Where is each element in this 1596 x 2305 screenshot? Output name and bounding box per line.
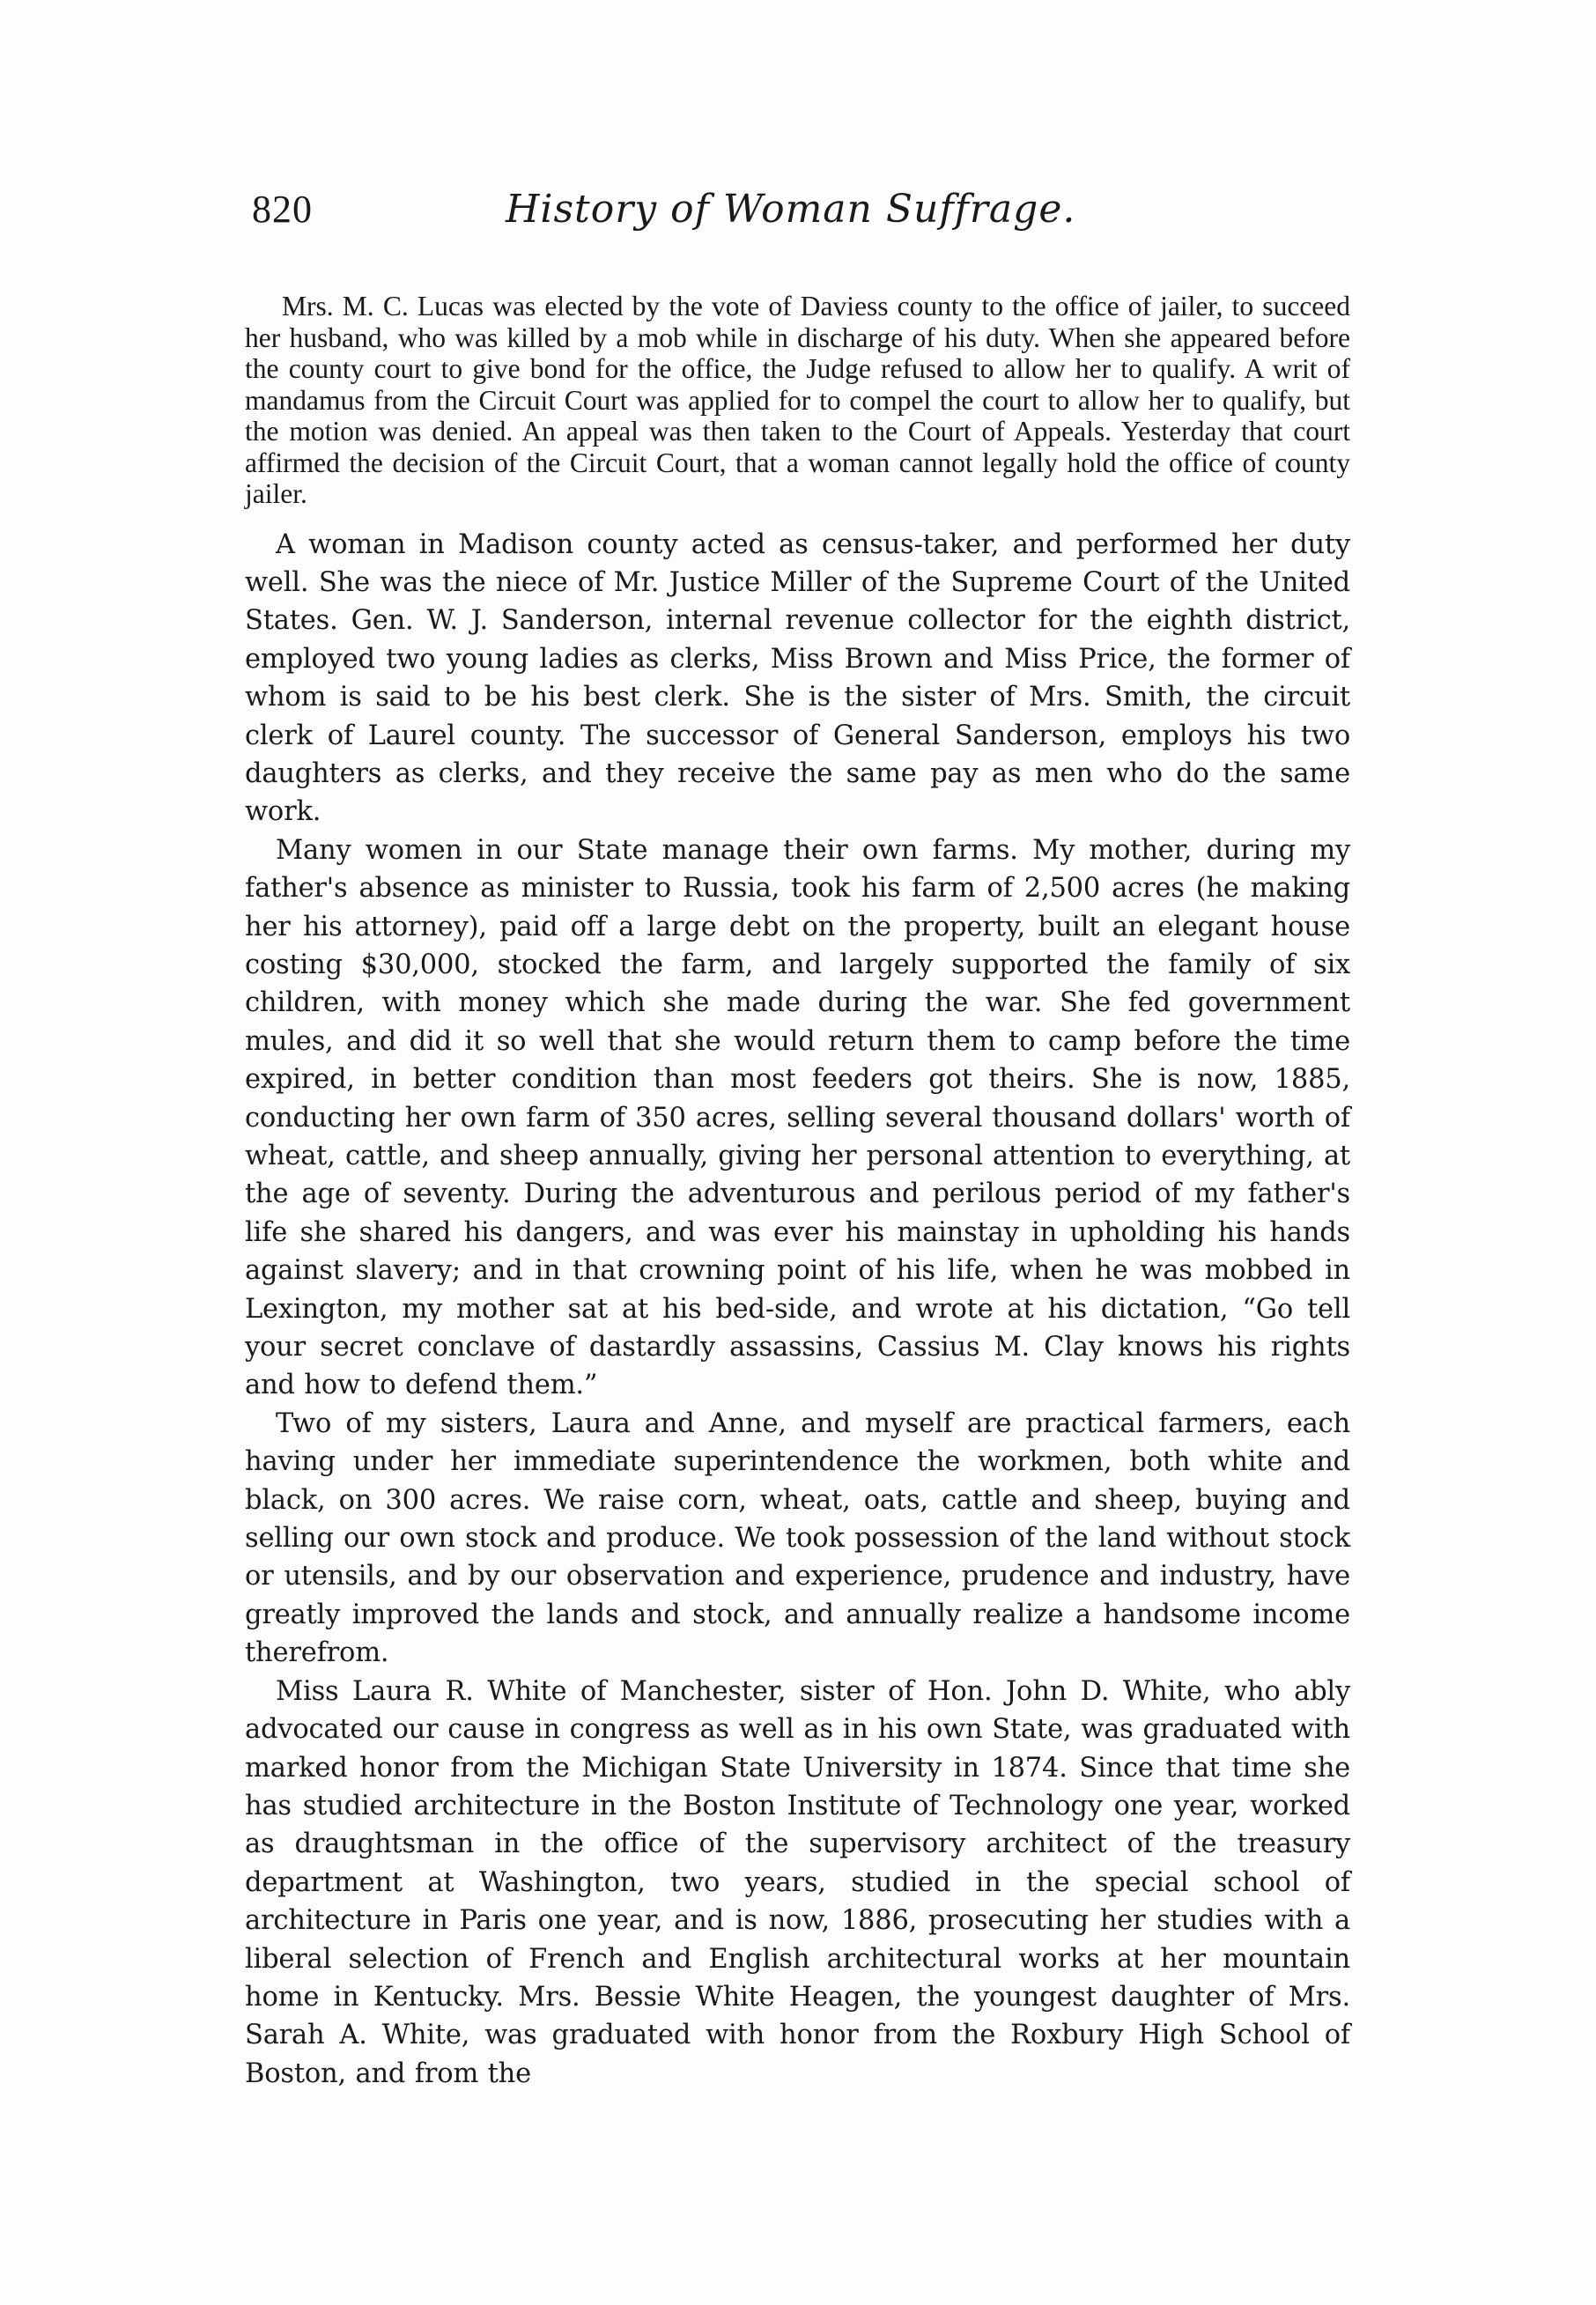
running-title: History of Woman Suffrage. (506, 187, 1076, 232)
paragraph-census-taker: A woman in Madison county acted as census-taker, and performed her duty well. She was the niece of Mr. Justice Miller of the Supreme Court of the United States. Gen. W. J. Sanderson, internal revenue collector for the eighth district, employed two young ladies as clerks, Miss Brown and Miss Price, the former of whom is said to be his best clerk. She is the sister of Mrs. Smith, the circuit clerk of Laurel county. The successor of General Sanderson, employs his two daughters as clerks, and they receive the same pay as men who do the same work. (245, 528, 1350, 828)
page-body (245, 291, 1350, 2093)
page-header (252, 187, 1353, 248)
page-number: 820 (252, 188, 313, 231)
quoted-news-item: Mrs. M. C. Lucas was elected by the vote of Daviess county to the office of jailer, to succeed her husband, who was killed by a mob while in discharge of his duty. When she appeared before the county court to give bond for the office, the Judge refused to allow her to qualify. A writ of mandamus from the Circuit Court was applied for to compel the court to allow her to qualify, but the motion was denied. An appeal was then taken to the Court of Appeals. Yesterday that court affirmed the decision of the Circuit Court, that a woman cannot legally hold the office of county jailer. (245, 291, 1350, 509)
paragraph-sisters-farmers: Two of my sisters, Laura and Anne, and myself are practical farmers, each having under her immediate superintendence the workmen, both white and black, on 300 acres. We raise corn, wheat, oats, cattle and sheep, buying and selling our own stock and produce. We took possession of the land without stock or utensils, and by our observation and experience, prudence and industry, have greatly improved the lands and stock, and annually realize a handsome income therefrom. (245, 1407, 1350, 1669)
paragraph-laura-white: Miss Laura R. White of Manchester, sister of Hon. John D. White, who ably advocated our cause in congress as well as in his own State, was graduated with marked honor from the Michigan State University in 1874. Since that time she has studied architecture in the Boston Institute of Technology one year, worked as draughtsman in the office of the supervisory architect of the treasury department at Washington, two years, studied in the special school of architecture in Paris one year, and is now, 1886, prosecuting her studies with a liberal selection of French and English architectural works at her mountain home in Kentucky. Mrs. Bessie White Heagen, the youngest daughter of Mrs. Sarah A. White, was graduated with honor from the Roxbury High School of Boston, and from the (245, 1675, 1350, 2089)
paragraph-women-farms: Many women in our State manage their own farms. My mother, during my father's absence as minister to Russia, took his farm of 2,500 acres (he making her his attorney), paid off a large debt on the property, built an elegant house costing $30,000, stocked the farm, and largely supported the family of six children, with money which she made during the war. She fed government mules, and did it so well that she would return them to camp before the time expired, in better condition than most feeders got theirs. She is now, 1885, conducting her own farm of 350 acres, selling several thousand dollars' worth of wheat, cattle, and sheep annually, giving her personal attention to everything, at the age of seventy. During the adventurous and perilous period of my father's life she shared his dangers, and was ever his mainstay in upholding his hands against slavery; and in that crowning point of his life, when he was mobbed in Lexington, my mother sat at his bed-side, and wrote at his dictation, “Go tell your secret conclave of dastardly assassins, Cassius M. Clay knows his rights and how to defend them.” (245, 834, 1350, 1401)
